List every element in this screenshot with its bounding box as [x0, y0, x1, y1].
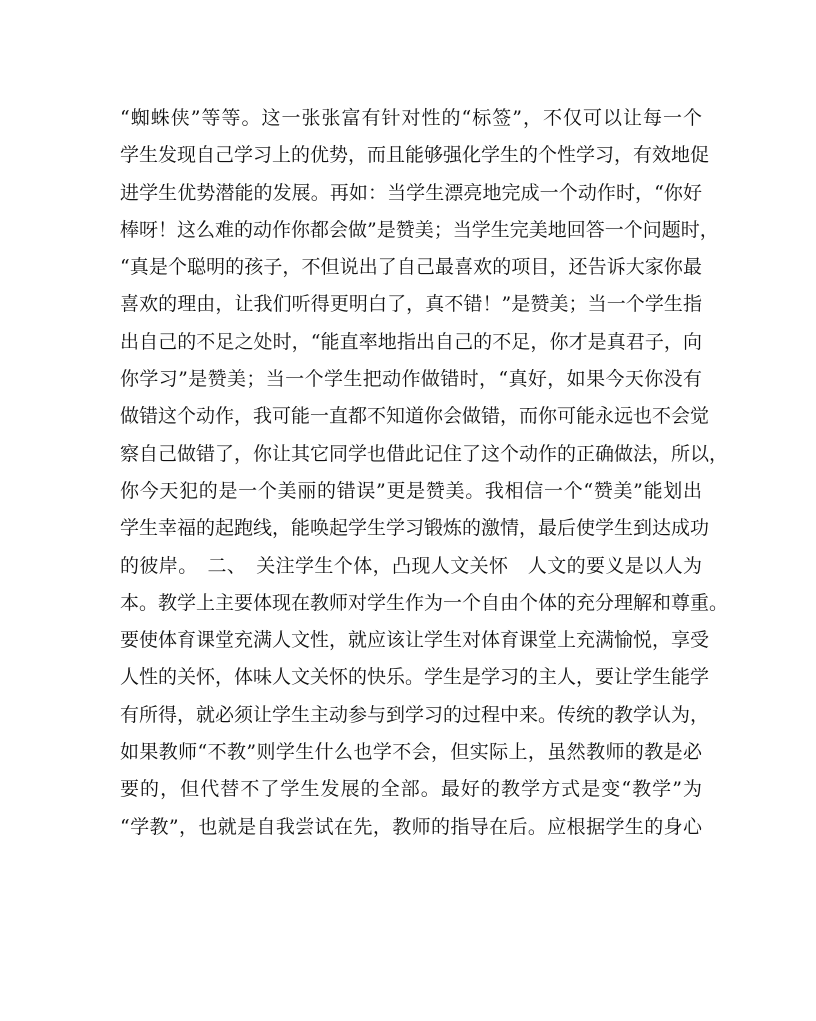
- text-line: 你今天犯的是一个美丽的错误”更是赞美。我相信一个“赞美”能划出: [120, 479, 702, 502]
- text-line: 喜欢的理由，让我们听得更明白了，真不错！”是赞美；当一个学生指: [120, 293, 702, 316]
- text-line: 你学习”是赞美；当一个学生把动作做错时，“真好，如果今天你没有: [120, 368, 702, 391]
- text-line: 如果教师“不教”则学生什么也学不会，但实际上，虽然教师的教是必: [120, 741, 702, 764]
- text-line: 有所得，就必须让学生主动参与到学习的过程中来。传统的教学认为，: [120, 703, 710, 726]
- text-line: “学教”，也就是自我尝试在先，教师的指导在后。应根据学生的身心: [120, 815, 702, 838]
- text-line: 要使体育课堂充满人文性，就应该让学生对体育课堂上充满愉悦，享受: [120, 629, 710, 652]
- text-line: 要的，但代替不了学生发展的全部。最好的教学方式是变“教学”为: [120, 778, 702, 801]
- text-line: 人性的关怀，体味人文关怀的快乐。学生是学习的主人，要让学生能学: [120, 666, 710, 689]
- text-line: 学生发现自己学习上的优势，而且能够强化学生的个性学习，有效地促: [120, 144, 710, 167]
- text-line: 出自己的不足之处时，“能直率地指出自己的不足，你才是真君子，向: [120, 330, 702, 353]
- text-line: 的彼岸。 二、 关注学生个体，凸现人文关怀 人文的要义是以人为: [120, 554, 702, 577]
- text-line: 棒呀！这么难的动作你都会做”是赞美；当学生完美地回答一个问题时，: [120, 218, 719, 241]
- text-line: “蜘蛛侠”等等。这一张张富有针对性的“标签”，不仅可以让每一个: [120, 107, 702, 129]
- text-line: 本。教学上主要体现在教师对学生作为一个自由个体的充分理解和尊重。: [120, 591, 729, 614]
- text-line: 做错这个动作，我可能一直都不知道你会做错，而你可能永远也不会觉: [120, 405, 710, 428]
- text-line: “真是个聪明的孩子，不但说出了自己最喜欢的项目，还告诉大家你最: [120, 256, 702, 279]
- text-line: 学生幸福的起跑线，能唤起学生学习锻炼的激情，最后使学生到达成功: [120, 517, 710, 540]
- text-line: 进学生优势潜能的发展。再如：当学生漂亮地完成一个动作时，“你好: [120, 181, 702, 204]
- body-text: [120, 100, 729, 846]
- text-line: 察自己做错了，你让其它同学也借此记住了这个动作的正确做法，所以，: [120, 442, 729, 465]
